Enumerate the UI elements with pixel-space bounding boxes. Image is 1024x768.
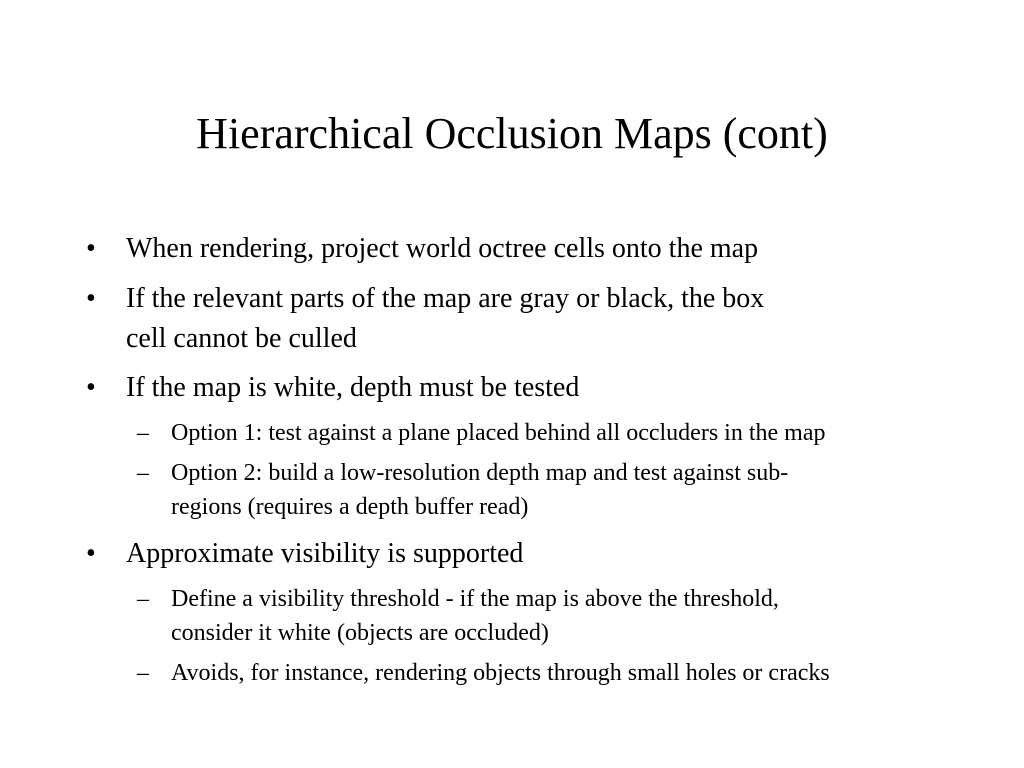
bullet-dot: • — [86, 283, 96, 314]
bullet-text: cell cannot be culled — [126, 323, 357, 354]
bullet-dot: • — [86, 372, 96, 403]
dash-bullet: – — [137, 586, 149, 612]
slide-title: Hierarchical Occlusion Maps (cont) — [196, 109, 828, 158]
dash-bullet: – — [137, 660, 149, 686]
sub-bullet-text: Avoids, for instance, rendering objects through small holes or cracks — [171, 660, 830, 686]
dash-bullet: – — [137, 420, 149, 446]
bullet-dot: • — [86, 538, 96, 569]
dash-bullet: – — [137, 460, 149, 486]
bullet-text: If the relevant parts of the map are gray or black, the box — [126, 283, 765, 314]
sub-bullet-text: regions (requires a depth buffer read) — [171, 494, 529, 520]
sub-bullet-text: consider it white (objects are occluded) — [171, 620, 549, 646]
sub-bullet-text: Option 2: build a low-resolution depth map and test against sub- — [171, 460, 789, 486]
bullet-text: If the map is white, depth must be tested — [126, 372, 580, 403]
bullet-text: When rendering, project world octree cells onto the map — [126, 233, 759, 264]
bullet-dot: • — [86, 233, 96, 264]
bullet-text: Approximate visibility is supported — [126, 538, 524, 569]
sub-bullet-text: Option 1: test against a plane placed behind all occluders in the map — [171, 420, 826, 446]
sub-bullet-text: Define a visibility threshold - if the map is above the threshold, — [171, 586, 779, 612]
